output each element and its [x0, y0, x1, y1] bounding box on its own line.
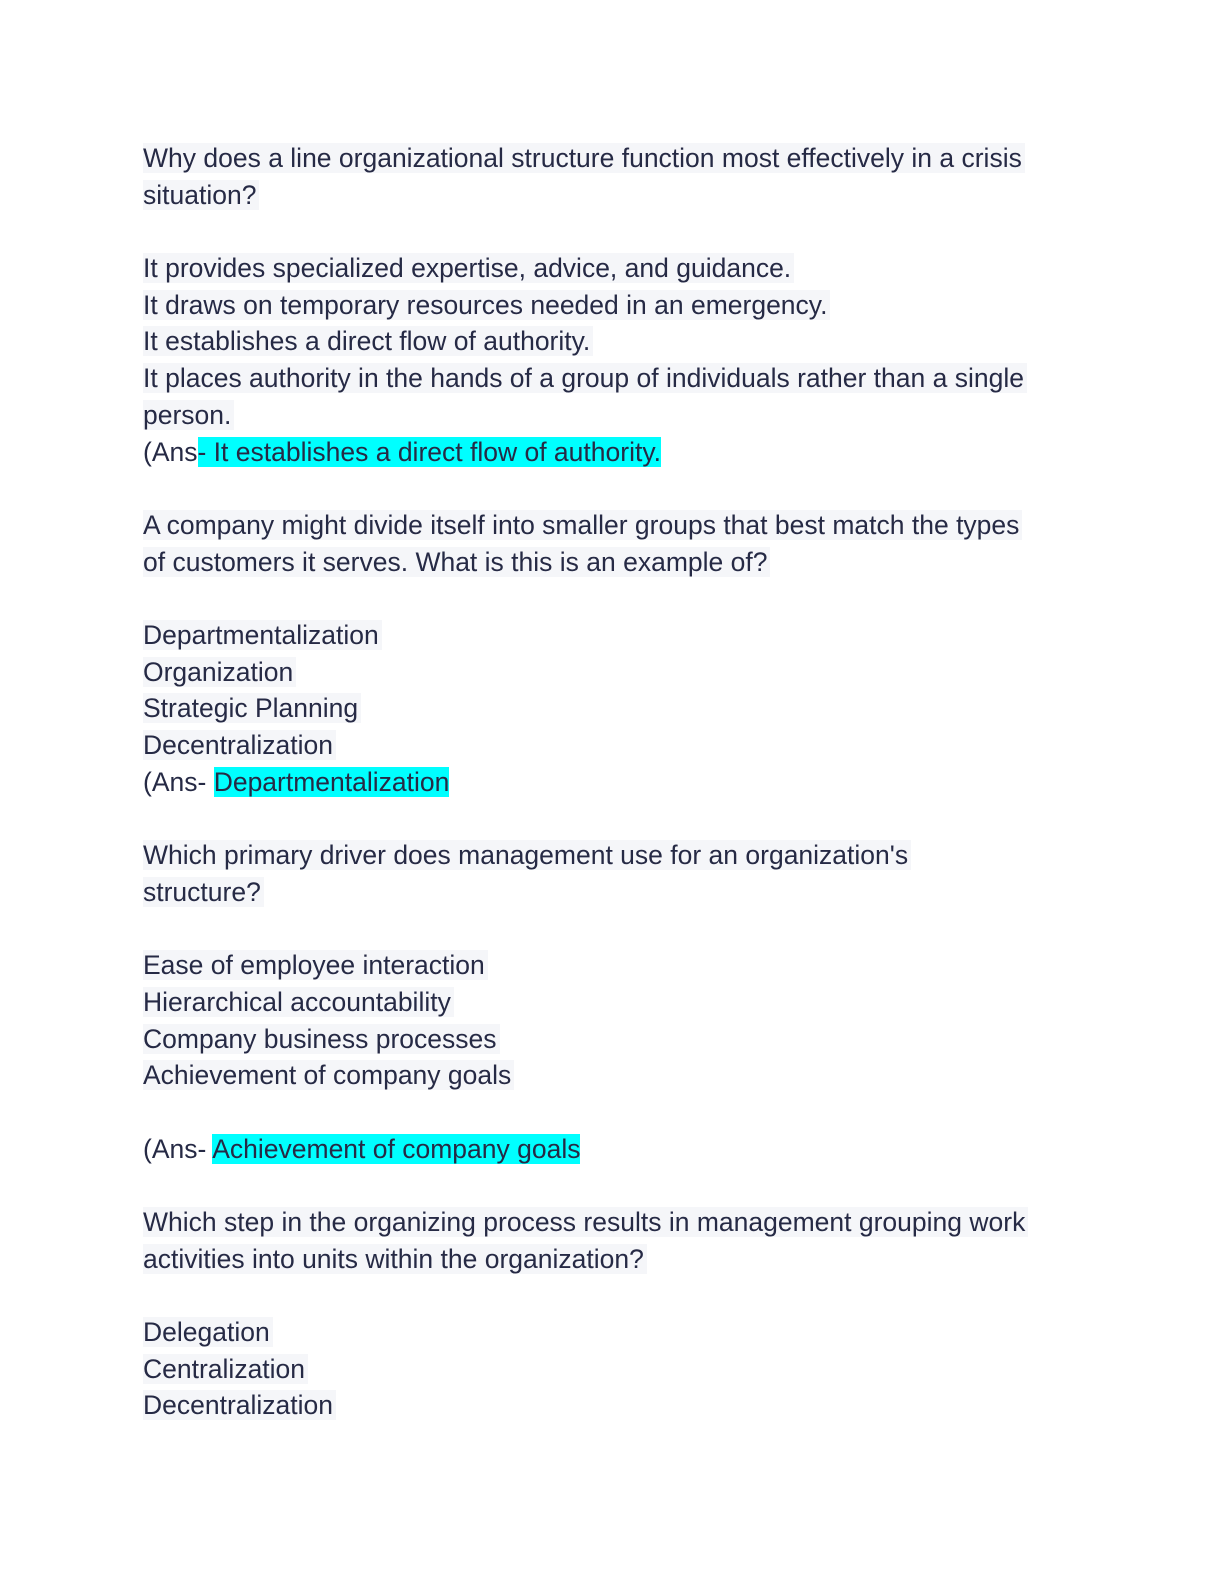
question-3-line-2: structure? [143, 874, 1083, 911]
spacer [143, 910, 1083, 947]
question-2-option-1: Departmentalization [143, 617, 1083, 654]
answer-highlight: Achievement of company goals [212, 1133, 581, 1164]
answer-highlight: Departmentalization [213, 766, 450, 797]
answer-prefix: (Ans- [143, 766, 214, 797]
spacer [143, 1167, 1083, 1204]
spacer [143, 1277, 1083, 1314]
answer-prefix: (Ans- [143, 1133, 213, 1164]
question-2-option-4: Decentralization [143, 727, 1083, 764]
question-1-option-4-continued: person. [143, 397, 1083, 434]
question-1-option-2: It draws on temporary resources needed in an emergency. [143, 287, 1083, 324]
question-4-option-3: Decentralization [143, 1387, 1083, 1424]
spacer [143, 1094, 1083, 1131]
question-1-line-1: Why does a line organizational structure function most effectively in a crisis [143, 140, 1083, 177]
question-4-option-2: Centralization [143, 1351, 1083, 1388]
question-3-option-1: Ease of employee interaction [143, 947, 1083, 984]
question-1-option-1: It provides specialized expertise, advice, and guidance. [143, 250, 1083, 287]
spacer [143, 470, 1083, 507]
spacer [143, 800, 1083, 837]
question-2-option-2: Organization [143, 654, 1083, 691]
question-2-answer [143, 764, 1083, 801]
question-3-answer [143, 1131, 1083, 1168]
document-page [143, 140, 1083, 1424]
question-4-option-1: Delegation [143, 1314, 1083, 1351]
answer-highlight: - It establishes a direct flow of authority. [197, 436, 661, 467]
question-1-answer [143, 434, 1083, 471]
question-3-line-1: Which primary driver does management use for an organization's [143, 837, 1083, 874]
answer-prefix: (Ans [143, 436, 198, 467]
question-4-line-2: activities into units within the organization? [143, 1241, 1083, 1278]
question-3-option-4: Achievement of company goals [143, 1057, 1083, 1094]
question-1-option-4: It places authority in the hands of a group of individuals rather than a single [143, 360, 1083, 397]
question-1-line-2: situation? [143, 177, 1083, 214]
spacer [143, 213, 1083, 250]
question-3-option-2: Hierarchical accountability [143, 984, 1083, 1021]
question-2-option-3: Strategic Planning [143, 690, 1083, 727]
question-2-line-2: of customers it serves. What is this is an example of? [143, 544, 1083, 581]
question-1-option-3: It establishes a direct flow of authority. [143, 323, 1083, 360]
spacer [143, 580, 1083, 617]
question-3-option-3: Company business processes [143, 1021, 1083, 1058]
question-4-line-1: Which step in the organizing process results in management grouping work [143, 1204, 1083, 1241]
question-2-line-1: A company might divide itself into smaller groups that best match the types [143, 507, 1083, 544]
